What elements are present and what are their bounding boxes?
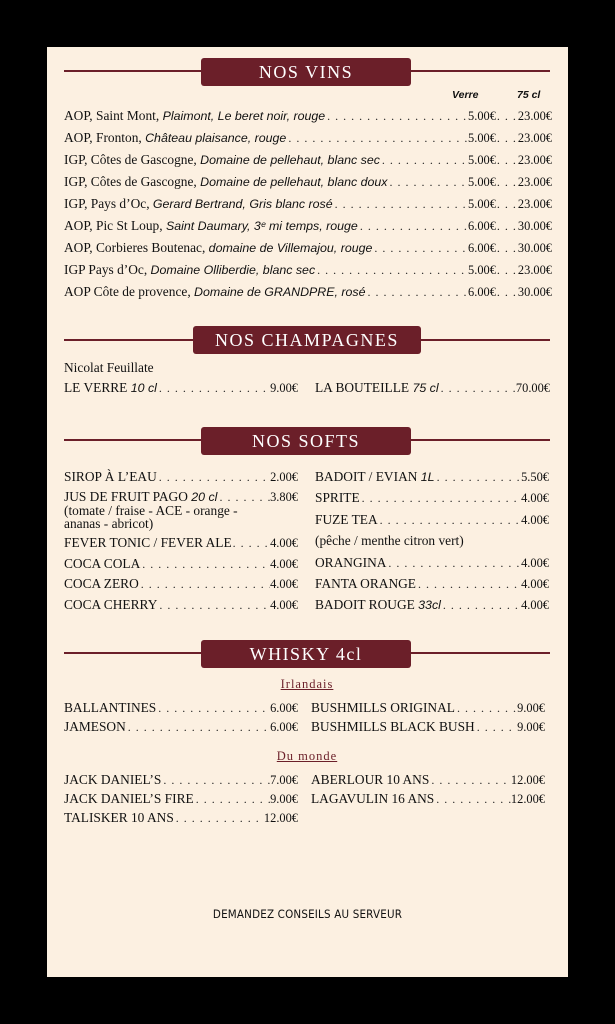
champagne-bottle-row: LA BOUTEILLE 75 cl . . . 70.00€ <box>315 379 550 397</box>
wine-row: IGP, Pays d’Oc, Gerard Bertrand, Gris blanc rosé . . . 5.00€ . . . 23.00€ <box>64 195 552 213</box>
wine-row: IGP, Côtes de Gascogne, Domaine de pellehaut, blanc doux . . . 5.00€ . . . 23.00€ <box>64 173 552 191</box>
whisky-row: ABERLOUR 10 ANS . . . 12.00€ <box>311 771 545 789</box>
soft-note: (pêche / menthe citron vert) <box>315 533 464 548</box>
footer-note: DEMANDEZ CONSEILS AU SERVEUR <box>212 907 403 921</box>
soft-row: ORANGINA . . . 4.00€ <box>315 554 549 572</box>
soft-row: COCA COLA . . . 4.00€ <box>64 555 298 573</box>
soft-row: FUZE TEA . . . 4.00€ <box>315 511 549 529</box>
soft-row: COCA CHERRY . . . 4.00€ <box>64 596 298 614</box>
wines-col-bottle: 75 cl <box>517 89 541 101</box>
whisky-row: JACK DANIEL’S . . . 7.00€ <box>64 771 298 789</box>
whisky-row: JAMESON . . . 6.00€ <box>64 718 298 736</box>
soft-note: (tomate / fraise - ACE - orange - <box>64 503 238 518</box>
menu-page <box>47 47 568 977</box>
champagnes-title: NOS CHAMPAGNES <box>193 326 421 354</box>
champagne-glass-row: LE VERRE 10 cl . . . 9.00€ <box>64 379 298 397</box>
wine-row: AOP, Pic St Loup, Saint Daumary, 3ᵉ mi temps, rouge . . . 6.00€ . . . 30.00€ <box>64 217 552 235</box>
whisky-row: BUSHMILLS ORIGINAL . . . 9.00€ <box>311 699 545 717</box>
whisky-world-label: Du monde <box>276 749 338 763</box>
wine-row: IGP Pays d’Oc, Domaine Olliberdie, blanc sec . . . 5.00€ . . . 23.00€ <box>64 261 552 279</box>
soft-row: BADOIT ROUGE 33cl . . . 4.00€ <box>315 596 549 614</box>
softs-title: NOS SOFTS <box>201 427 411 455</box>
whisky-row: BUSHMILLS BLACK BUSH . . . 9.00€ <box>311 718 545 736</box>
wine-row: AOP Côte de provence, Domaine de GRANDPRE, rosé . . . 6.00€ . . . 30.00€ <box>64 283 552 301</box>
soft-row: BADOIT / EVIAN 1L . . . 5.50€ <box>315 468 549 486</box>
champagne-producer: Nicolat Feuillate <box>64 360 154 375</box>
soft-row: FEVER TONIC / FEVER ALE . . . 4.00€ <box>64 534 298 552</box>
whisky-row: BALLANTINES . . . 6.00€ <box>64 699 298 717</box>
soft-row: COCA ZERO . . . 4.00€ <box>64 575 298 593</box>
wine-row: AOP, Saint Mont, Plaimont, Le beret noir, rouge . . . 5.00€ . . . 23.00€ <box>64 107 552 125</box>
wine-row: AOP, Corbieres Boutenac, domaine de Villemajou, rouge . . . 6.00€ . . . 30.00€ <box>64 239 552 257</box>
wines-col-glass: Verre <box>452 89 479 101</box>
soft-row: FANTA ORANGE . . . 4.00€ <box>315 575 549 593</box>
whisky-row: JACK DANIEL’S FIRE . . . 9.00€ <box>64 790 298 808</box>
whisky-title: WHISKY 4cl <box>201 640 411 668</box>
wine-row: AOP, Fronton, Château plaisance, rouge . . . 5.00€ . . . 23.00€ <box>64 129 552 147</box>
wine-row: IGP, Côtes de Gascogne, Domaine de pellehaut, blanc sec . . . 5.00€ . . . 23.00€ <box>64 151 552 169</box>
whisky-row: LAGAVULIN 16 ANS . . . 12.00€ <box>311 790 545 808</box>
soft-note: ananas - abricot) <box>64 516 154 531</box>
whisky-irish-label: Irlandais <box>280 677 334 691</box>
soft-row: SPRITE . . . 4.00€ <box>315 489 549 507</box>
whisky-row: TALISKER 10 ANS . . . 12.00€ <box>64 809 298 827</box>
soft-row: JUS DE FRUIT PAGO 20 cl . . . 3.80€ <box>64 488 298 506</box>
wines-title: NOS VINS <box>201 58 411 86</box>
soft-row: SIROP À L’EAU . . . 2.00€ <box>64 468 298 486</box>
